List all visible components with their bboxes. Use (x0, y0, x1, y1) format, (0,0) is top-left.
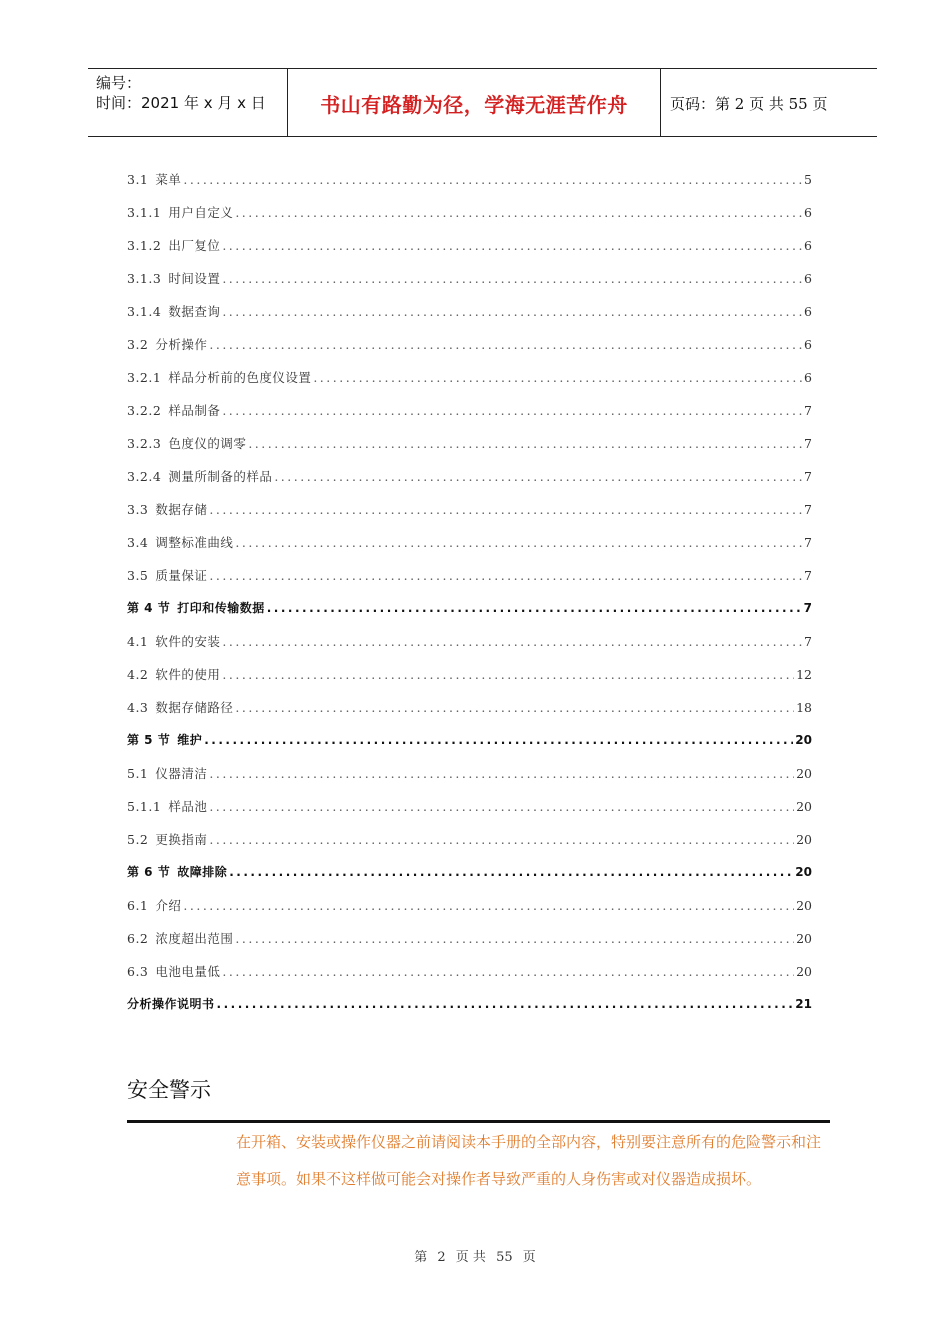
toc-entry-page: 7 (804, 403, 812, 418)
toc-entry-page: 21 (795, 997, 812, 1011)
toc-entry-title: 测量所制备的样品 (168, 469, 273, 484)
header-divider (660, 69, 661, 136)
id-label: 编号： (96, 74, 142, 92)
toc-entry-page: 7 (803, 601, 812, 615)
footer-mid: 页 共 (455, 1250, 486, 1265)
toc-entry-number: 5.2 (127, 832, 149, 847)
toc-leader-dots (217, 997, 794, 1011)
toc-entry[interactable] (127, 957, 812, 990)
toc-entry-title: 色度仪的调零 (168, 436, 247, 451)
toc-entry-page: 7 (804, 535, 812, 550)
toc-entry-page: 6 (804, 337, 812, 352)
toc-leader-dots (222, 667, 794, 682)
toc-entry-title: 时间设置 (168, 271, 221, 286)
toc-entry-number: 6.3 (127, 964, 149, 979)
toc-entry[interactable] (127, 495, 812, 528)
toc-entry-page: 20 (796, 832, 812, 847)
toc-entry-title: 菜单 (155, 172, 182, 187)
toc-entry[interactable] (127, 924, 812, 957)
toc-entry-title: 样品池 (168, 799, 208, 814)
toc-entry-number: 5.1 (127, 766, 149, 781)
page-header (88, 68, 877, 137)
toc-entry[interactable] (127, 627, 812, 660)
time-label: 时间：2021 年 x 月 x 日 (96, 94, 266, 112)
toc-entry[interactable] (127, 594, 812, 627)
toc-entry-page: 7 (804, 568, 812, 583)
toc-entry-number: 3.1.2 (127, 238, 162, 253)
toc-entry[interactable] (127, 858, 812, 891)
toc-entry[interactable] (127, 792, 812, 825)
toc-entry-title: 数据查询 (168, 304, 221, 319)
toc-entry-title: 样品制备 (168, 403, 221, 418)
toc-entry[interactable] (127, 726, 812, 759)
toc-entry[interactable] (127, 825, 812, 858)
toc-entry-number: 3.3 (127, 502, 149, 517)
toc-entry-page: 20 (795, 733, 812, 747)
toc-entry-title: 浓度超出范围 (155, 931, 234, 946)
toc-leader-dots (183, 172, 802, 187)
toc-entry-title: 介绍 (155, 898, 182, 913)
toc-entry-title: 软件的安装 (155, 634, 221, 649)
toc-entry-title: 分析操作 (155, 337, 208, 352)
toc-entry-page: 18 (796, 700, 812, 715)
toc-entry[interactable] (127, 891, 812, 924)
toc-entry-number: 3.2.3 (127, 436, 162, 451)
toc-entry-page: 6 (804, 205, 812, 220)
footer-prefix: 第 (414, 1250, 428, 1265)
toc-entry-title: 数据存储 (155, 502, 208, 517)
safety-title: 安全警示 (127, 1078, 211, 1102)
footer-total-pages: 55 (496, 1250, 513, 1265)
toc-entry-page: 6 (804, 370, 812, 385)
toc-entry-title: 质量保证 (155, 568, 208, 583)
toc-entry-title: 维护 (177, 733, 203, 747)
toc-entry[interactable] (127, 462, 812, 495)
toc-entry-title: 电池电量低 (155, 964, 221, 979)
toc-entry-number: 3.1.3 (127, 271, 162, 286)
toc-leader-dots (222, 403, 802, 418)
toc-entry-page: 6 (804, 238, 812, 253)
toc-entry-page: 12 (796, 667, 812, 682)
toc-leader-dots (274, 469, 802, 484)
toc-entry-title: 打印和传输数据 (177, 601, 265, 615)
header-page-info: 页码：第 2 页 共 55 页 (670, 95, 828, 113)
toc-entry-page: 6 (804, 304, 812, 319)
table-of-contents (127, 165, 812, 1023)
toc-entry[interactable] (127, 429, 812, 462)
header-meta (96, 73, 286, 113)
toc-entry-number: 6.2 (127, 931, 149, 946)
toc-leader-dots (235, 931, 794, 946)
toc-entry-title: 更换指南 (155, 832, 208, 847)
toc-entry-page: 20 (796, 766, 812, 781)
toc-entry-page: 7 (804, 469, 812, 484)
toc-entry[interactable] (127, 264, 812, 297)
toc-entry-number: 第 6 节 (127, 865, 171, 879)
toc-entry-number: 3.4 (127, 535, 149, 550)
toc-leader-dots (229, 865, 793, 879)
toc-entry-title: 分析操作说明书 (127, 997, 215, 1011)
section-rule (127, 1120, 830, 1123)
toc-entry-title: 数据存储路径 (155, 700, 234, 715)
toc-entry[interactable] (127, 198, 812, 231)
toc-leader-dots (222, 271, 802, 286)
toc-entry-page: 7 (804, 634, 812, 649)
toc-entry-title: 用户自定义 (168, 205, 234, 220)
toc-leader-dots (209, 766, 794, 781)
toc-entry-title: 故障排除 (177, 865, 228, 879)
toc-leader-dots (209, 337, 802, 352)
toc-entry[interactable] (127, 759, 812, 792)
toc-entry[interactable] (127, 660, 812, 693)
toc-entry-title: 样品分析前的色度仪设置 (168, 370, 312, 385)
toc-entry[interactable] (127, 231, 812, 264)
toc-leader-dots (209, 799, 794, 814)
toc-entry-title: 出厂复位 (168, 238, 221, 253)
toc-leader-dots (222, 304, 802, 319)
toc-leader-dots (209, 568, 802, 583)
toc-entry-number: 4.3 (127, 700, 149, 715)
toc-entry-number: 4.1 (127, 634, 149, 649)
toc-entry-title: 仪器清洁 (155, 766, 208, 781)
safety-warning-text: 在开箱、安装或操作仪器之前请阅读本手册的全部内容，特别要注意所有的危险警示和注意事项。如果不这样做可能会对操作者导致严重的人身伤害或对仪器造成损坏。 (236, 1133, 822, 1188)
toc-entry-number: 3.1 (127, 172, 149, 187)
toc-entry-number: 4.2 (127, 667, 149, 682)
footer-suffix: 页 (522, 1250, 536, 1265)
toc-leader-dots (222, 634, 802, 649)
toc-entry-number: 第 4 节 (127, 601, 171, 615)
toc-leader-dots (209, 502, 802, 517)
toc-entry[interactable] (127, 693, 812, 726)
toc-entry[interactable] (127, 396, 812, 429)
toc-entry[interactable] (127, 528, 812, 561)
toc-leader-dots (222, 964, 794, 979)
toc-leader-dots (204, 733, 793, 747)
toc-entry-number: 3.2.4 (127, 469, 162, 484)
toc-entry[interactable] (127, 330, 812, 363)
toc-leader-dots (235, 700, 794, 715)
toc-leader-dots (209, 832, 794, 847)
toc-entry-page: 7 (804, 502, 812, 517)
toc-entry-number: 5.1.1 (127, 799, 162, 814)
toc-leader-dots (248, 436, 802, 451)
toc-entry-page: 20 (796, 931, 812, 946)
toc-entry[interactable] (127, 990, 812, 1023)
toc-entry-title: 调整标准曲线 (155, 535, 234, 550)
toc-entry-page: 20 (795, 865, 812, 879)
toc-leader-dots (235, 205, 802, 220)
toc-entry[interactable] (127, 165, 812, 198)
toc-entry-number: 3.2.1 (127, 370, 162, 385)
toc-entry-number: 3.1.1 (127, 205, 162, 220)
toc-entry-page: 6 (804, 271, 812, 286)
toc-leader-dots (183, 898, 794, 913)
toc-entry-number: 6.1 (127, 898, 149, 913)
toc-entry-page: 5 (804, 172, 812, 187)
toc-entry[interactable] (127, 297, 812, 330)
page-footer (0, 1246, 950, 1265)
toc-entry-page: 20 (796, 799, 812, 814)
toc-leader-dots (267, 601, 802, 615)
toc-entry[interactable] (127, 363, 812, 396)
toc-entry-title: 软件的使用 (155, 667, 221, 682)
toc-leader-dots (222, 238, 802, 253)
footer-page-number: 2 (437, 1250, 446, 1265)
toc-entry-number: 3.5 (127, 568, 149, 583)
toc-entry[interactable] (127, 561, 812, 594)
toc-entry-page: 7 (804, 436, 812, 451)
toc-entry-page: 20 (796, 964, 812, 979)
header-motto: 书山有路勤为径，学海无涯苦作舟 (320, 93, 628, 117)
toc-leader-dots (313, 370, 802, 385)
toc-entry-number: 第 5 节 (127, 733, 171, 747)
toc-entry-number: 3.1.4 (127, 304, 162, 319)
toc-entry-page: 20 (796, 898, 812, 913)
toc-entry-number: 3.2.2 (127, 403, 162, 418)
toc-entry-number: 3.2 (127, 337, 149, 352)
toc-leader-dots (235, 535, 802, 550)
